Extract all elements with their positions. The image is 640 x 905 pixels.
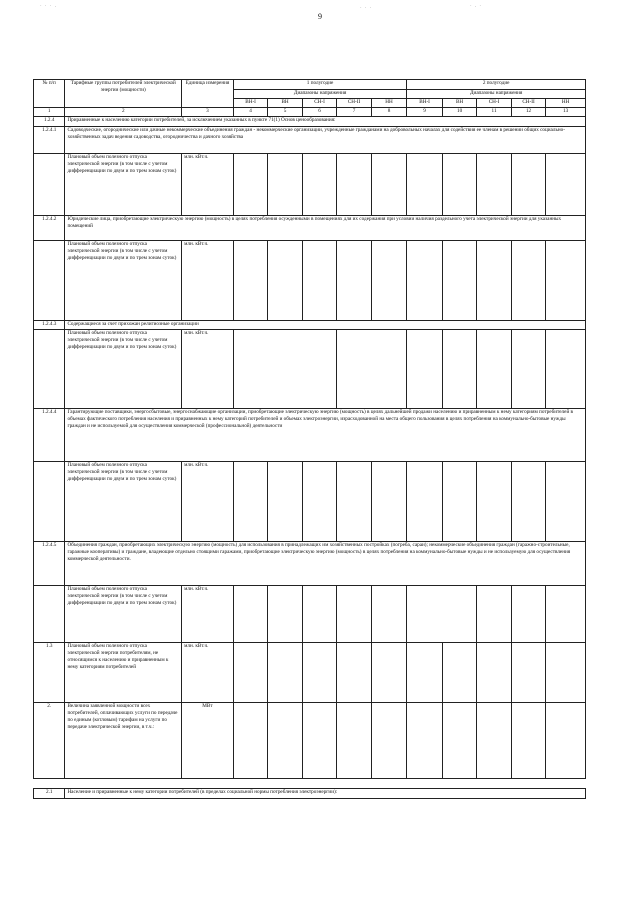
ranges-header: Диапазоны напряжения bbox=[407, 90, 586, 99]
row-number: 1.2.4.2 bbox=[34, 216, 65, 241]
row-number: 1.2.4 bbox=[34, 117, 65, 127]
scan-mark: · · · . bbox=[40, 4, 57, 9]
volume-label: Плановый объем полезного отпуска электрической энергии (в том числе с учетом дифференциации по двум и по трем зонам суток) bbox=[65, 154, 182, 216]
volume-label: Плановый объем полезного отпуска электрической энергии (в том числе с учетом дифференциации по двум и по трем зонам суток) bbox=[65, 462, 182, 542]
scan-mark: · . · bbox=[470, 4, 483, 9]
col-unit-header: Единица измерения bbox=[182, 80, 234, 108]
volume-label: Плановый объем полезного отпуска электрической энергии (в том числе с учетом дифференциации по двум и по трем зонам суток) bbox=[65, 241, 182, 321]
column-number: 6 bbox=[302, 108, 336, 117]
unit-cell: млн. кВт.ч. bbox=[182, 241, 234, 321]
level-header: ВН-I bbox=[233, 99, 267, 108]
column-number: 8 bbox=[371, 108, 407, 117]
level-header: ВН bbox=[268, 99, 302, 108]
half2-header: 2 полугодие bbox=[407, 80, 586, 90]
column-number: 3 bbox=[182, 108, 234, 117]
column-number: 7 bbox=[337, 108, 371, 117]
col-no-header: № п/п bbox=[34, 80, 65, 108]
row-title: Приравненные к населению категории потребителей, за исключением указанных в пункте 71(1) Основ ценообразования: bbox=[65, 117, 586, 127]
column-number: 5 bbox=[268, 108, 302, 117]
column-number: 10 bbox=[442, 108, 476, 117]
row-title: Гарантирующие поставщики, энергосбытовые, энергоснабжающие организации, приобретающие электрическую энергию (мощность) в целях дальнейшей продажи населению и приравненным к нему категориям потребителей в объемах фактического потребления населения и приравненных к нему категорий потребителей и объемах электроэнергии, израсходованной на места общего пользования в целях потребления на коммунально-бытовые нужды граждан и не используемой для осуществления коммерческой (профессиональной) деятельности bbox=[65, 409, 586, 462]
level-header: ВН-I bbox=[407, 99, 443, 108]
level-header: СН-II bbox=[337, 99, 371, 108]
unit-cell: млн. кВт.ч. bbox=[182, 154, 234, 216]
ranges-header: Диапазоны напряжения bbox=[233, 90, 407, 99]
level-header: СН-II bbox=[511, 99, 545, 108]
unit-cell: млн. кВт.ч. bbox=[182, 330, 234, 409]
row-number: 1.2.4.1 bbox=[34, 127, 65, 154]
level-header: ВН bbox=[442, 99, 476, 108]
volume-label: Плановый объем полезного отпуска электрической энергии (в том числе с учетом дифференциации по двум и по трем зонам суток) bbox=[65, 330, 182, 409]
row-number: 2. bbox=[34, 703, 65, 779]
page-number: 9 bbox=[318, 12, 322, 21]
column-number: 2 bbox=[65, 108, 182, 117]
row-title: Плановый объем полезного отпуска электрической энергии потребителям, не относящимся к населению и приравненным к нему категориям потребителей bbox=[65, 643, 182, 703]
column-number: 4 bbox=[233, 108, 267, 117]
row-number: 1.2.4.3 bbox=[34, 321, 65, 330]
volume-label: Плановый объем полезного отпуска электрической энергии (в том числе с учетом дифференциации по двум и по трем зонам суток) bbox=[65, 586, 182, 643]
row-title: Содержащиеся за счет прихожан религиозные организации bbox=[65, 321, 586, 330]
row-number: 2.1 bbox=[34, 789, 65, 799]
unit-cell: млн. кВт.ч. bbox=[182, 586, 234, 643]
level-header: СН-I bbox=[477, 99, 511, 108]
column-number: 11 bbox=[477, 108, 511, 117]
row-title: Садоводческие, огороднические или дачные некоммерческие объединения граждан - некоммерческие организации, учрежденные гражданами на добровольных началах для содействия ее членам в решении общих социально-хозяйственных задач ведения садоводства, огородничества и дачного хозяйства bbox=[65, 127, 586, 154]
unit-cell: млн. кВт.ч. bbox=[182, 462, 234, 542]
column-number: 12 bbox=[511, 108, 545, 117]
scan-mark: · · · bbox=[360, 6, 373, 11]
row-number: 1.2.4.4 bbox=[34, 409, 65, 462]
row-title: Население и приравненные к нему категории потребителей (в пределах социальной нормы потребления электроэнергии): bbox=[65, 789, 586, 799]
unit-cell: млн. кВт.ч. bbox=[182, 643, 234, 703]
level-header: СН-I bbox=[302, 99, 336, 108]
unit-cell: МВт bbox=[182, 703, 234, 779]
column-number: 13 bbox=[546, 108, 586, 117]
column-number: 1 bbox=[34, 108, 65, 117]
tariff-table bbox=[33, 79, 586, 799]
col-groups-header: Тарифные группы потребителей электрической энергии (мощности) bbox=[65, 80, 182, 108]
level-header: НН bbox=[371, 99, 407, 108]
row-number: 1.2.4.5 bbox=[34, 542, 65, 586]
row-title: Объединения граждан, приобретающих электрическую энергию (мощность) для использования в принадлежащих им хозяйственных постройках (погреба, сараи); некоммерческие объединения граждан (гаражно-строительные, гаражные кооперативы) и граждане, владеющие отдельно стоящими гаражами, приобретающие электрическую энергию (мощность) в целях потребления на коммунально-бытовые нужды и не используемую для осуществления коммерческой деятельности. bbox=[65, 542, 586, 586]
row-title: Величина заявленной мощности всех потребителей, оплачивающих услуги по передаче по единым (котловым) тарифам на услуги по передаче электрической энергии, в т.ч.: bbox=[65, 703, 182, 779]
row-title: Юридические лица, приобретающие электрическую энергию (мощность) в целях потребления осужденными в помещениях для их содержания при условии наличия раздельного учета электрической энергии для указанных помещений bbox=[65, 216, 586, 241]
half1-header: 1 полугодие bbox=[233, 80, 407, 90]
column-number: 9 bbox=[407, 108, 443, 117]
level-header: НН bbox=[546, 99, 586, 108]
row-number: 1.3 bbox=[34, 643, 65, 703]
